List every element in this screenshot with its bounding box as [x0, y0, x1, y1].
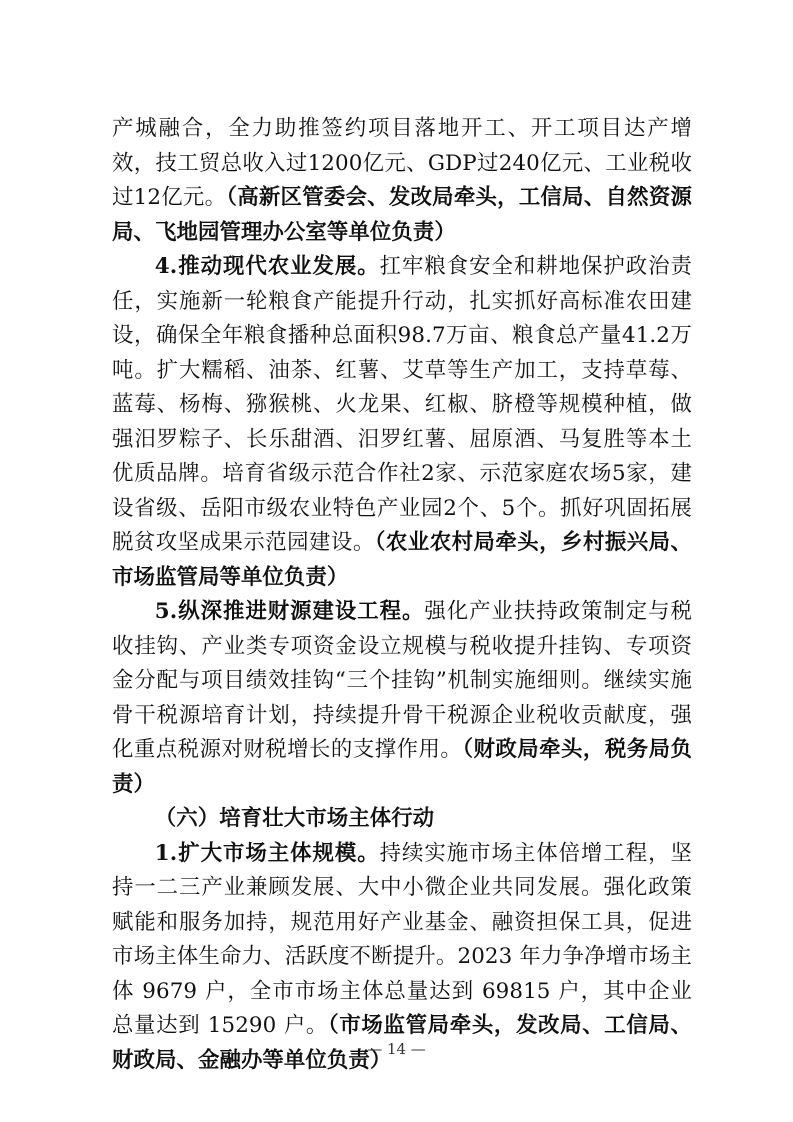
responsibility-note: （财政局牵头，税务局负责）	[112, 737, 692, 797]
item-heading: 4.推动现代农业发展。	[154, 254, 380, 279]
paragraph-revenue-source	[112, 595, 692, 802]
responsibility-note: （市场监管局牵头，发改局、工信局、财政局、金融办等单位负责）	[112, 1013, 692, 1073]
paragraph-text: 持续实施市场主体倍增工程，坚持一二三产业兼顾发展、大中小微企业共同发展。强化政策赋能和服务加持，规范用好产业基金、融资担保工具，促进市场主体生命力、活跃度不断提升。2023 年力争净增市场主体 9679 户，全市市场主体总量达到 69815 户，其中企业总量达到 15290 户。	[112, 840, 692, 1038]
page-number: — 14 —	[367, 1040, 426, 1058]
responsibility-note: （高新区管委会、发改局牵头，工信局、自然资源局、飞地园管理办公室等单位负责）	[112, 185, 692, 245]
section-heading	[112, 802, 692, 837]
item-heading: 5.纵深推进财源建设工程。	[154, 599, 425, 624]
document-body	[112, 112, 692, 1078]
paragraph-modern-agriculture	[112, 250, 692, 595]
responsibility-note: （农业农村局牵头，乡村振兴局、市场监管局等单位负责）	[112, 530, 692, 590]
paragraph-text: 扛牢粮食安全和耕地保护政治责任，实施新一轮粮食产能提升行动，扎实抓好高标准农田建设，确保全年粮食播种总面积98.7万亩、粮食总产量41.2万吨。扩大糯稻、油茶、红薯、艾草等生产加工，支持草莓、蓝莓、杨梅、猕猴桃、火龙果、红椒、脐橙等规模种植，做强汨罗粽子、长乐甜酒、汨罗红薯、屈原酒、马复胜等本土优质品牌。培育省级示范合作社2家、示范家庭农场5家，建设省级、岳阳市级农业特色产业园2个、5个。抓好巩固拓展脱贫攻坚成果示范园建设。	[112, 254, 692, 555]
paragraph-text: 强化产业扶持政策制定与税收挂钩、产业类专项资金设立规模与税收提升挂钩、专项资金分配与项目绩效挂钩“三个挂钩”机制实施细则。继续实施骨干税源培育计划，持续提升骨干税源企业税收贡献度，强化重点税源对财税增长的支撑作用。	[112, 599, 692, 762]
paragraph-text: 产城融合，全力助推签约项目落地开工、开工项目达产增效，技工贸总收入过1200亿元、GDP过240亿元、工业税收过12亿元。	[112, 116, 692, 210]
section-heading-text: （六）培育壮大市场主体行动	[154, 806, 435, 831]
paragraph-continuation	[112, 112, 692, 250]
item-heading: 1.扩大市场主体规模。	[154, 840, 380, 866]
